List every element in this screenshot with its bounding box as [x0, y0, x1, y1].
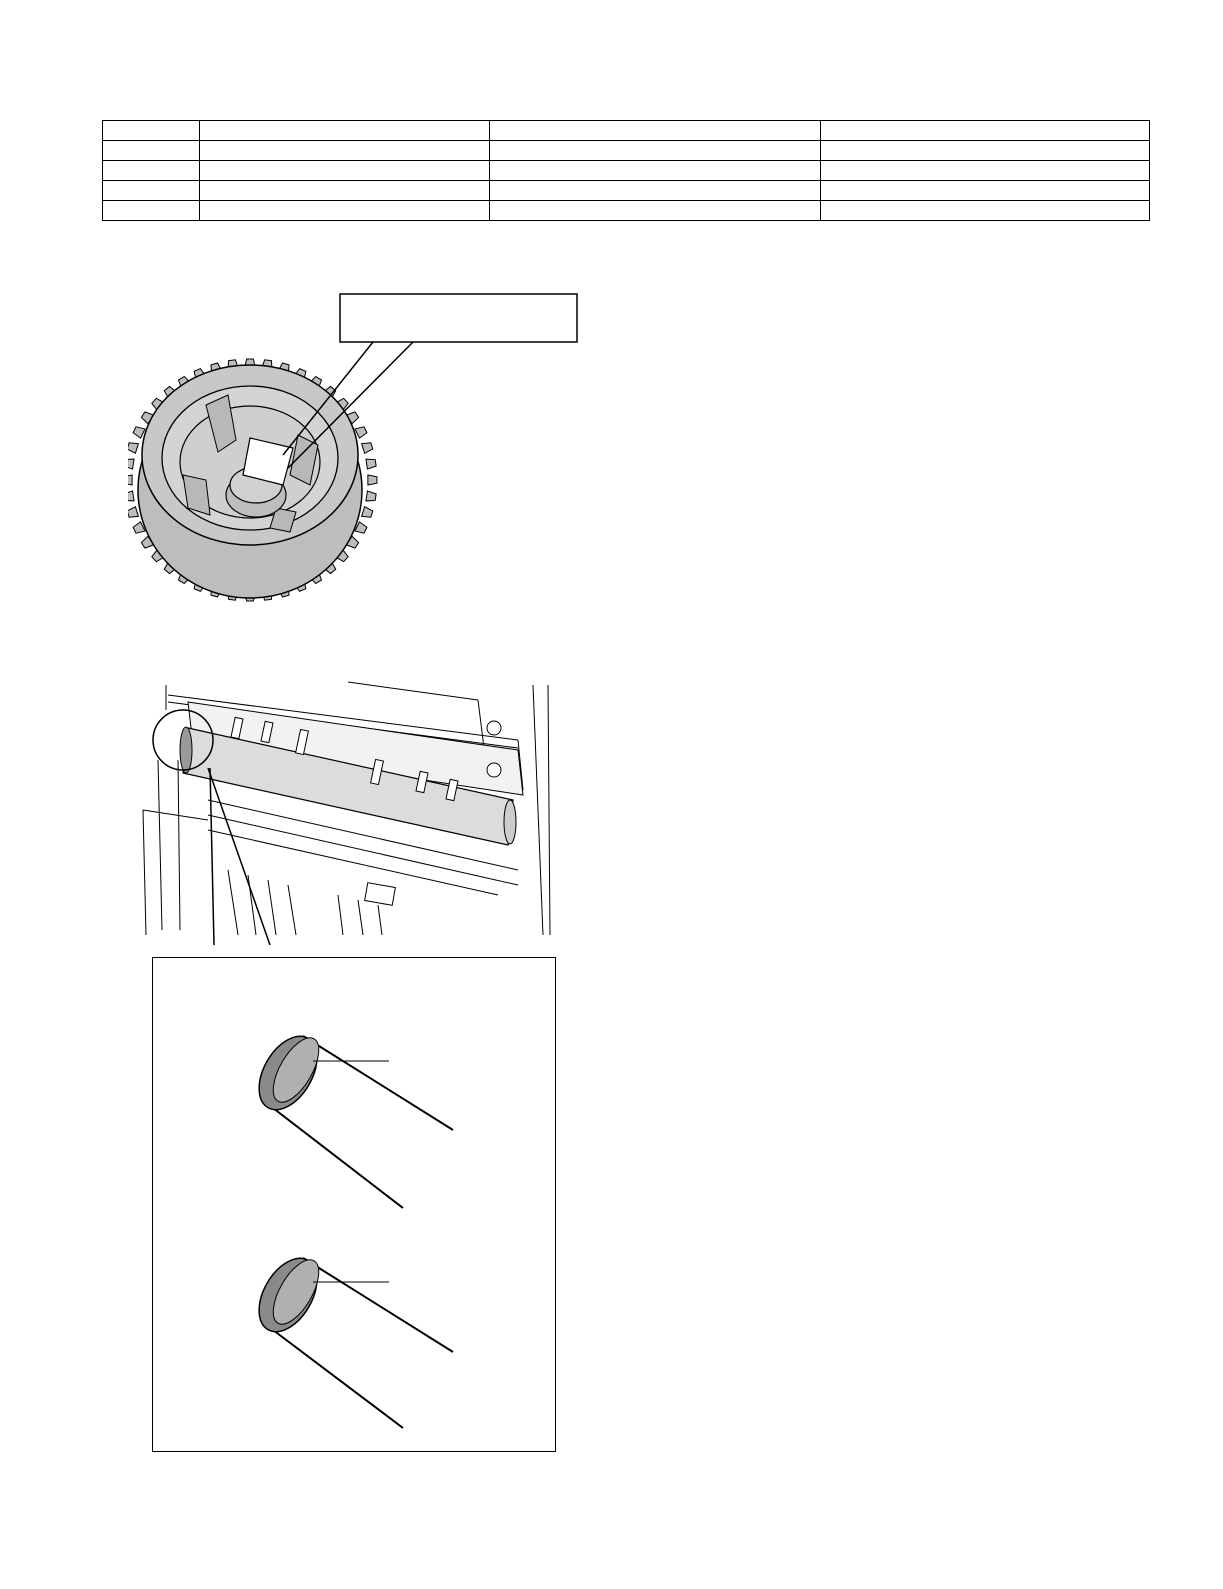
table-cell	[490, 141, 821, 161]
table-cell	[200, 141, 490, 161]
frame-hole-2	[487, 763, 501, 777]
table-cell	[200, 121, 490, 141]
table-row	[103, 201, 1150, 221]
gear-tooth	[368, 475, 377, 485]
gear-illustration	[128, 290, 583, 605]
table-row	[103, 141, 1150, 161]
spec-table-body	[103, 121, 1150, 221]
table-cell	[200, 181, 490, 201]
detail-leader-line-2	[208, 768, 270, 945]
table-cell	[490, 201, 821, 221]
gear-tooth	[128, 443, 138, 454]
gear-tooth	[355, 427, 367, 438]
gear-tooth	[362, 507, 373, 518]
gear-tooth	[366, 491, 376, 501]
gear-tooth	[128, 507, 138, 518]
lower-small-roller	[365, 883, 396, 906]
table-cell	[200, 201, 490, 221]
table-cell	[821, 121, 1150, 141]
table-row	[103, 161, 1150, 181]
table-row	[103, 181, 1150, 201]
table-cell	[821, 141, 1150, 161]
table-cell	[200, 161, 490, 181]
table-cell	[490, 121, 821, 141]
gear-figure	[128, 290, 583, 605]
table-cell	[103, 121, 200, 141]
gear-callout-box	[340, 294, 577, 342]
gear-tooth	[128, 491, 134, 501]
table-cell	[103, 141, 200, 161]
gear-tooth	[366, 459, 376, 469]
table-cell	[103, 201, 200, 221]
table-cell	[490, 181, 821, 201]
roller-assembly-figure	[138, 680, 568, 945]
frame-hole-1	[487, 721, 501, 735]
table-cell	[821, 181, 1150, 201]
table-cell	[103, 181, 200, 201]
roller-gear-end	[180, 727, 192, 773]
table-cell	[821, 201, 1150, 221]
detail-leader-line-1	[210, 768, 214, 945]
table-cell	[103, 161, 200, 181]
table-row	[103, 121, 1150, 141]
spec-table	[102, 120, 1150, 221]
detail-lower-roller	[247, 1248, 453, 1428]
gear-tooth	[362, 443, 373, 454]
detail-upper-roller	[247, 1026, 453, 1208]
roller-right-end	[504, 800, 516, 844]
lower-guide-fins	[228, 870, 382, 935]
roller-detail-illustration	[153, 958, 555, 1451]
gear-tooth	[128, 459, 134, 469]
table-cell	[490, 161, 821, 181]
gear-tooth	[128, 475, 132, 485]
table-cell	[821, 161, 1150, 181]
roller-detail-box	[152, 957, 556, 1452]
roller-assembly-illustration	[138, 680, 568, 945]
gear-tooth	[133, 427, 145, 438]
